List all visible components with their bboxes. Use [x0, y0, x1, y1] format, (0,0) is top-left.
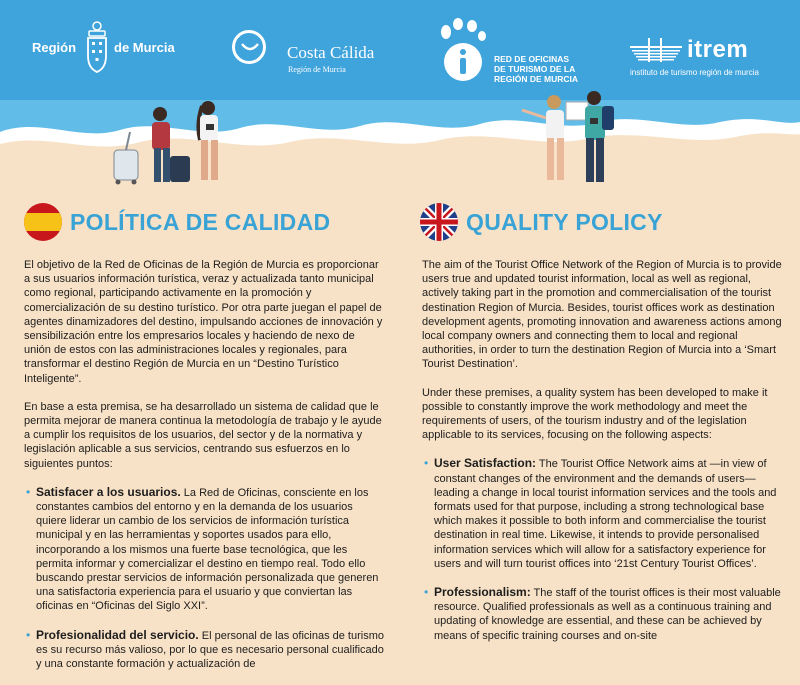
english-column [422, 258, 782, 657]
list-item-title: User Satisfaction: [434, 456, 537, 471]
list-item [24, 485, 384, 614]
red-line-1: RED DE OFICINAS [494, 54, 570, 64]
red-line-3: REGIÓN DE MURCIA [494, 74, 579, 84]
paragraph-en-1: The aim of the Tourist Office Network of the Region of Murcia is to provide users true and updated tourist information, local as well as regional, actively taking part in the promotion and commercialisation of the tourist destination Region of Murcia. Besides, tourist offices work as destination development agents, promoting innovation and awareness actions among local company owners and connecting them to local and regional authorities, in order to turn the destination Region of Murcia into a ‘Smart Tourist Destination’. [422, 259, 782, 371]
list-item [24, 628, 384, 672]
list-item-title: Satisfacer a los usuarios. [36, 484, 181, 499]
uk-flag-icon [420, 203, 458, 241]
bullet-icon: • [26, 627, 31, 642]
section-title-es: POLÍTICA DE CALIDAD [70, 208, 331, 235]
list-item [422, 456, 782, 571]
list-item-text: The Tourist Office Network aims at —in view of constant changes of the environment and the demands of users— leading a change in local tourist information services and the tools and formats used for that purpose, including a strong technological base which makes it possible to both inform and commercialise the tourist destination in real time. Likewise, it intends to provide personalised information services which will allow for a satisfactory experience for users and will turn tourist offices into ‘21st Century Tourist Offices’. [434, 458, 777, 570]
region-de-murcia-logo [22, 20, 192, 80]
bullet-icon: • [424, 456, 429, 471]
tourists-with-map-illustration [508, 84, 628, 194]
info-hand-icon [438, 18, 488, 84]
red-oficinas-logo [438, 18, 608, 88]
logo-region-text-right: de Murcia [114, 40, 175, 55]
list-item-text: La Red de Oficinas, consciente en los constantes cambios del entorno y en la demanda de los usuarios quiere liderar un cambio de los servicios de información turística municipal y en las herramientas y soportes usados para ello, incorporando a los mismos una fuerte base tecnológica, que les permita informar y comercializar el destino en tiempo real. Todo ello buscando prestar servicios de información personalizada que generen una satisfactoria experiencia para el usuario y que conviertan las oficinas en “Oficinas del Siglo XXI”. [36, 486, 379, 613]
bullet-icon: • [26, 484, 31, 499]
spanish-column [24, 258, 384, 685]
list-item-text: El personal de las oficinas de turismo es su recurso más valioso, por lo que es necesario personal cualificado y una constante formación y actualización de [36, 629, 384, 671]
costa-calida-sub: Región de Murcia [288, 65, 346, 74]
heading-politica-de-calidad [24, 202, 330, 242]
building-bars-icon [630, 38, 682, 62]
paragraph-es-1: El objetivo de la Red de Oficinas de la Región de Murcia es proporcionar a sus usuarios información turística, veraz y actualizada tanto municipal como regional, participando activamente en la promoción y comercialización de su destino turístico. Por otra parte juegan el papel de agentes dinamizadores del destino, impulsando acciones de innovación y sensibilización entre los empresarios locales y haciendo de nexo de unión de estos con las administraciones locales y regionales, para transformar el destino Región de Murcia en un “Destino Turístico Inteligente”. [24, 259, 383, 385]
costa-calida-logo [232, 30, 397, 80]
list-item-title: Professionalism: [434, 585, 531, 600]
red-line-2: DE TURISMO DE LA [494, 64, 576, 74]
list-es [24, 485, 384, 671]
paragraph-es-2: En base a esta premisa, se ha desarrollado un sistema de calidad que le permita mejorar de manera continua la metodología de trabajo y le ayude a cumplir los requisitos de los usuarios, del sector y de la normativa y legislación aplicable a sus servicios, centrando sus esfuerzos en lo siguientes puntos: [24, 400, 382, 470]
list-item [422, 585, 782, 643]
list-item-text: The staff of the tourist offices is their most valuable resource. Qualified professionals as well as a continuous training and updating of knowledge are essential, and these can be achieved by means of specific training courses and on-site [434, 587, 781, 642]
paragraph-en-2: Under these premises, a quality system has been developed to make it possible to constantly improve the work methodology and meet the requirements of users, of the tourism industry and of the legislation applicable to its services, focusing on the following aspects: [422, 386, 768, 442]
crest-icon [84, 20, 110, 76]
costa-calida-name: Costa Cálida [287, 43, 375, 62]
heading-quality-policy [420, 202, 663, 242]
section-title-en: QUALITY POLICY [466, 208, 663, 235]
smile-icon [240, 40, 260, 54]
itrem-word: itrem [687, 36, 749, 63]
itrem-logo [630, 36, 790, 80]
list-item-title: Profesionalidad del servicio. [36, 627, 199, 642]
logo-region-text-left: Región [32, 40, 77, 55]
bullet-icon: • [424, 585, 429, 600]
travelers-with-luggage-illustration [108, 84, 238, 194]
list-en [422, 456, 782, 642]
spain-flag-icon [24, 203, 62, 241]
itrem-sub: instituto de turismo región de murcia [630, 68, 759, 77]
